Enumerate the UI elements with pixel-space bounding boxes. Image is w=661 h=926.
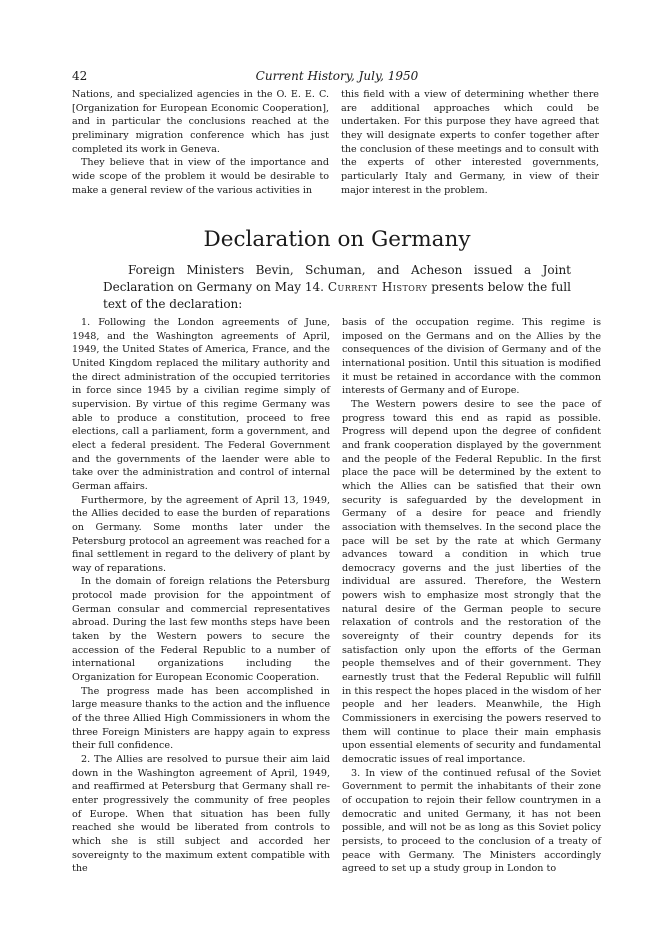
- paragraph: The progress made has been accomplished in large measure thanks to the action and the influence of the three Allied High Commissioners in whom the three Foreign Ministers are happy again to express their full confidence.: [72, 685, 330, 752]
- paragraph: basis of the occupation regime. This regime is imposed on the Germans and on the Allies by the consequences of the division of Germany and of the international position. Until this situation is modified it must be retained in accordance with the common interests of Germany and of Europe.: [342, 317, 601, 397]
- main-left-column: [72, 316, 330, 876]
- paragraph: In the domain of foreign relations the Petersburg protocol made provision for the appointment of German consular and commercial representatives abroad. During the last few months steps have been taken by the Western powers to secure the accession of the Federal Republic to a number of international organizations including the Organization for European Economic Cooperation.: [72, 576, 330, 684]
- article-intro: [103, 262, 571, 312]
- article-title: Declaration on Germany: [203, 227, 471, 252]
- magazine-name: Current History: [327, 279, 428, 294]
- running-title: Current History, July, 1950: [255, 69, 419, 83]
- running-head: [72, 68, 602, 84]
- paragraph: 2. The Allies are resolved to pursue their aim laid down in the Washington agreement of April, 1949, and reaffirmed at Petersburg that Germany shall re-enter progressively the community of free peoples of Europe. When that situation has been fully reached she would be liberated from controls to which she is still subject and accorded her sovereignty to the maximum extent compatible with the: [72, 754, 330, 875]
- paragraph: Furthermore, by the agreement of April 13, 1949, the Allies decided to ease the burden of reparations on Germany. Some months later under the Petersburg protocol an agreement was reached for a final settlement in regard to the delivery of plant by way of reparations.: [72, 494, 330, 574]
- intro-text: Foreign Ministers Bevin, Schuman, and Acheson issued a Joint Declaration on Germany on May 14.: [103, 263, 571, 294]
- top-right-column: [341, 88, 599, 197]
- paragraph: Nations, and specialized agencies in the O. E. E. C. [Organization for European Economic Cooperation], and in particular the conclusions reached at the preliminary migration conference which has just completed its work in Geneva.: [72, 89, 329, 155]
- paragraph: 3. In view of the continued refusal of the Soviet Government to permit the inhabitants of their zone of occupation to rejoin their fellow countrymen in a democratic and united Germany, it has not been possible, and will not be as long as this Soviet policy persists, to proceed to the conclusion of a treaty of peace with Germany. The Ministers accordingly agreed to set up a study group in London to: [342, 767, 601, 875]
- top-left-column: [72, 88, 329, 197]
- page-number: 42: [72, 69, 88, 83]
- paragraph: 1. Following the London agreements of June, 1948, and the Washington agreements of April, 1949, the United States of America, France, and the United Kingdom replaced the military authority and the direct administration of the occupied territories in force since 1945 by a civilian regime simply of supervision. By virtue of this regime Germany was able to produce a constitution, proceed to free elections, call a parliament, form a government, and elect a federal president. The Federal Government and the governments of the laender were able to take over the administration and control of internal German affairs.: [72, 317, 330, 492]
- intro-text-end: presents below the full text of the declaration:: [103, 279, 571, 311]
- paragraph: The Western powers desire to see the pace of progress toward this end as rapid as possible. Progress will depend upon the degree of confident and frank cooperation displayed by the government and the people of the Federal Republic. In the first place the pace will be determined by the extent to which the Allies can be satisfied that their own security is safeguarded by the development in Germany of a desire for peace and friendly association with themselves. In the second place the pace will be set by the rate at which Germany advances toward a condition in which true democracy governs and the just liberties of the individual are assured. Therefore, the Western powers wish to emphasize most strongly that the natural desire of the German people to secure relaxation of controls and the restoration of the sovereignty of their country depends for its satisfaction only upon the efforts of the German people themselves and of their government. They earnestly trust that the Federal Republic will fulfill in this respect the hopes placed in the wisdom of her people and her leaders. Meanwhile, the High Commissioners in exercising the powers reserved to them will continue to place their main emphasis upon essential elements of security and fundamental democratic issues of real importance.: [342, 398, 601, 765]
- paragraph: this field with a view of determining whether there are additional approaches which could be undertaken. For this purpose they have agreed that they will designate experts to confer together after the conclusion of these meetings and to consult with the experts of other interested governments, particularly Italy and Germany, in view of their major interest in the problem.: [341, 89, 599, 196]
- paragraph: They believe that in view of the importance and wide scope of the problem it would be desirable to make a general review of the various activities in: [72, 157, 329, 196]
- main-right-column: [342, 316, 601, 876]
